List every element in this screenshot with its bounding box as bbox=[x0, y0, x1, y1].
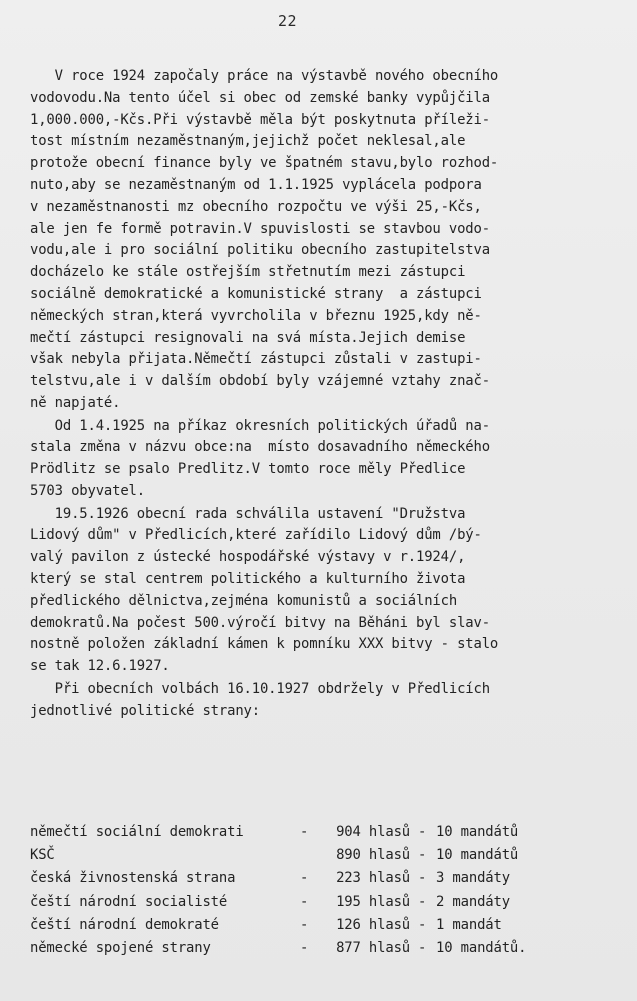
separator: - bbox=[418, 824, 427, 840]
separator bbox=[300, 844, 318, 867]
text-line: stala změna v názvu obce:na místo dosavadního německého bbox=[30, 439, 490, 456]
party-name: česká živnostenská strana bbox=[30, 870, 236, 887]
seat-count: 10 mandátů bbox=[436, 847, 519, 864]
text-line: vodu,ale i pro sociální politiku obecního zastupitelstva bbox=[30, 242, 490, 259]
separator: - bbox=[300, 870, 309, 887]
text-line: však nebyla přijata.Němečtí zástupci zůstali v zastupi- bbox=[30, 351, 482, 368]
election-result-row bbox=[30, 867, 615, 890]
vote-count: 877 hlasů bbox=[336, 939, 410, 956]
vote-count: 195 hlasů bbox=[336, 893, 410, 910]
text-line: telstvu,ale i v dalším období byly vzájemné vztahy znač- bbox=[30, 373, 490, 390]
text-line: v nezaměstnanosti mz obecního rozpočtu ve výši 25,-Kčs, bbox=[30, 198, 482, 215]
text-line: demokratů.Na počest 500.výročí bitvy na Běháni byl slav- bbox=[30, 614, 490, 631]
text-line: nostně položen základní kámen k pomníku XXX bitvy - stalo bbox=[30, 636, 499, 653]
text-line: ale jen fe formě potravin.V spuvislosti se stavbou vodo- bbox=[30, 220, 490, 237]
text-line: protože obecní finance byly ve špatném stavu,bylo rozhod- bbox=[30, 155, 499, 172]
election-result-row bbox=[30, 937, 615, 960]
text-line: Od 1.4.1925 na příkaz okresních politických úřadů na- bbox=[30, 417, 490, 434]
text-line: německých stran,která vyvrcholila v březnu 1925,kdy ně- bbox=[30, 307, 482, 324]
separator: - bbox=[418, 916, 427, 933]
text-line: sociálně demokratické a komunistické strany a zástupci bbox=[30, 285, 482, 302]
text-line: předlického dělnictva,zejména komunistů a sociálních bbox=[30, 592, 458, 609]
text-line: se tak 12.6.1927. bbox=[30, 658, 170, 675]
separator: - bbox=[418, 847, 427, 864]
text-line: tost místním nezaměstnaným,jejichž počet neklesal,ale bbox=[30, 133, 466, 150]
text-line: jednotlivé politické strany: bbox=[30, 702, 260, 719]
separator: - bbox=[300, 939, 309, 956]
text-line: 1,000.000,-Kčs.Při výstavbě měla být poskytnuta příleži- bbox=[30, 111, 490, 128]
body-text bbox=[30, 66, 615, 722]
text-line: Lidový dům" v Předlicích,které zařídilo Lidový dům /bý- bbox=[30, 527, 482, 544]
vote-count: 904 hlasů bbox=[336, 824, 410, 840]
seat-count: 10 mandátů. bbox=[436, 939, 527, 956]
separator: - bbox=[418, 893, 427, 910]
page-number: 22 bbox=[278, 12, 298, 30]
separator: - bbox=[300, 916, 309, 933]
party-name: čeští národní socialisté bbox=[30, 893, 228, 910]
text-line: 5703 obyvatel. bbox=[30, 482, 145, 499]
election-result-row bbox=[30, 914, 615, 937]
text-line: nuto,aby se nezaměstnaným od 1.1.1925 vyplácela podpora bbox=[30, 176, 482, 193]
separator: - bbox=[418, 870, 427, 887]
election-result-row bbox=[30, 891, 615, 914]
party-name: KSČ bbox=[30, 847, 55, 864]
text-line: mečtí zástupci resignovali na svá místa.Jejich demise bbox=[30, 329, 466, 346]
party-name: němečtí sociální demokrati bbox=[30, 824, 244, 840]
separator: - bbox=[300, 893, 309, 910]
party-name: čeští národní demokraté bbox=[30, 916, 219, 933]
seat-count: 1 mandát bbox=[436, 916, 502, 933]
separator: - bbox=[300, 824, 309, 840]
vote-count: 223 hlasů bbox=[336, 870, 410, 887]
seat-count: 2 mandáty bbox=[436, 893, 510, 910]
text-line: Prödlitz se psalo Predlitz.V tomto roce měly Předlice bbox=[30, 461, 466, 478]
separator: - bbox=[418, 939, 427, 956]
text-line: docházelo ke stále ostřejším střetnutím mezi zástupci bbox=[30, 264, 466, 281]
text-line: 19.5.1926 obecní rada schválila ustavení "Družstva bbox=[30, 505, 466, 522]
text-line: ně napjaté. bbox=[30, 394, 121, 411]
election-result-row bbox=[30, 844, 615, 867]
vote-count: 126 hlasů bbox=[336, 916, 410, 933]
text-line: Při obecních volbách 16.10.1927 obdržely v Předlicích bbox=[30, 680, 490, 697]
election-results-table bbox=[30, 821, 615, 960]
text-line: V roce 1924 započaly práce na výstavbě nového obecního bbox=[30, 68, 499, 84]
text-line: valý pavilon z ústecké hospodářské výstavy v r.1924/, bbox=[30, 549, 466, 566]
seat-count: 3 mandáty bbox=[436, 870, 510, 887]
party-name: německé spojené strany bbox=[30, 939, 211, 956]
text-line: vodovodu.Na tento účel si obec od zemské banky vypůjčila bbox=[30, 89, 490, 106]
vote-count: 890 hlasů bbox=[336, 847, 410, 864]
text-line: který se stal centrem politického a kulturního života bbox=[30, 570, 466, 587]
election-result-row bbox=[30, 821, 615, 844]
seat-count: 10 mandátů bbox=[436, 824, 519, 840]
